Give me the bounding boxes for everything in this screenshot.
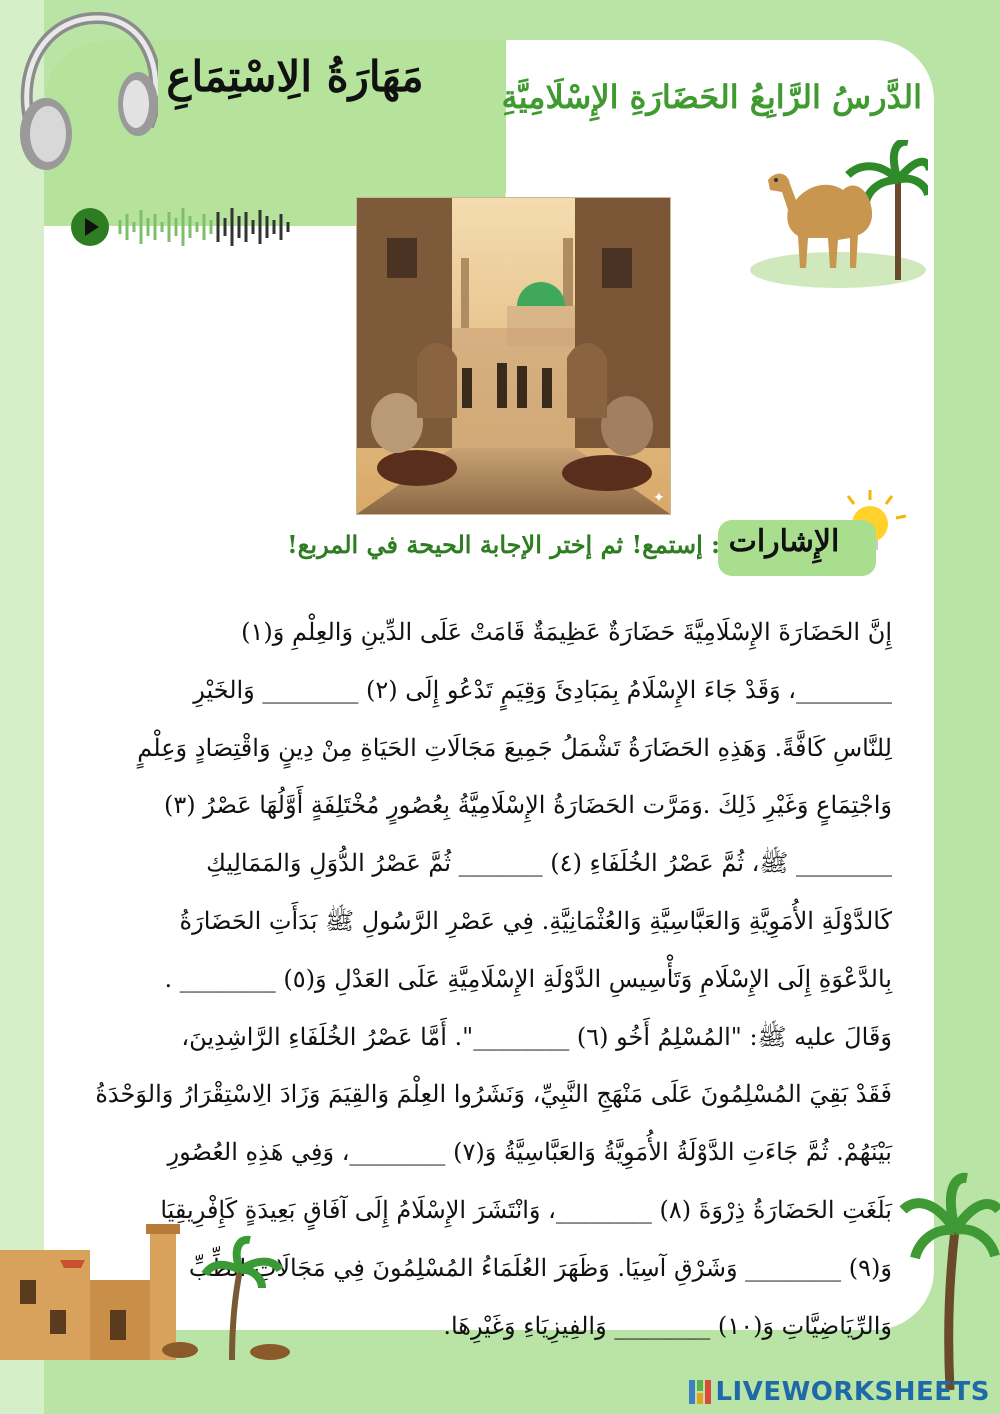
market-street-image — [356, 197, 671, 515]
passage-line: وَالرِّيَاضِيَّاتِ وَ(١٠) ________ وَالفِيزِيَاءِ وَغَيْرِهَا. — [443, 1311, 892, 1340]
passage-line: وَاجْتِمَاعٍ وَغَيْرِ ذَلِكَ .وَمَرَّت الحَضَارَةُ الإِسْلَامِيَّةُ بِعُصُورٍ مُخْتَلِفَةٍ أَوَّلُهَا عَصْرُ (٣) — [164, 791, 892, 820]
camel-palm-illustration — [748, 140, 928, 290]
passage-line: لِلنَّاسِ كَافَّةً. وَهَذِهِ الحَضَارَةُ تَشْمَلُ جَمِيعَ مَجَالَاتِ الحَيَاةِ مِنْ دِينٍ وَاقْتِصَادٍ وَعِلْمٍ — [137, 733, 892, 762]
liveworksheets-logo-icon — [689, 1380, 711, 1404]
instructions-label: الإِشارات — [728, 524, 840, 559]
svg-text:✦: ✦ — [653, 490, 665, 506]
headphones-icon — [8, 6, 158, 174]
passage-line: إِنَّ الحَضَارَةَ الإِسْلَامِيَّةَ حَضَارَةٌ عَظِيمَةٌ قَامَتْ عَلَى الدِّينِ وَالعِلْمِ وَ(١) — [241, 618, 892, 646]
audio-waveform[interactable] — [70, 204, 295, 250]
brand-footer — [689, 1378, 990, 1406]
buildings-illustration — [0, 1210, 300, 1360]
instruction-separator: : — [711, 530, 720, 559]
passage-line: بَلَغَتِ الحَضَارَةُ ذِرْوَةَ (٨) ________، وَانْتَشَرَ الإِسْلَامُ إِلَى آفَاقٍ بَعِيدَةٍ كَإِفْرِيقِيَا — [160, 1195, 892, 1224]
passage-line: بِالدَّعْوَةِ إِلَى الإِسْلَامِ وَتَأْسِيسِ الدَّوْلَةِ الإِسْلَامِيَّةِ عَلَى العَدْلِ وَ(٥) ________ . — [164, 964, 892, 993]
passage-line: وَقَالَ عليه ﷺ: "المُسْلِمُ أَخُو (٦) ________". أَمَّا عَصْرُ الخُلَفَاءِ الرَّاشِدِينَ، — [181, 1022, 892, 1051]
passage-line: فَقَدْ بَقِيَ المُسْلِمُونَ عَلَى مَنْهَجِ النَّبِيِّ، وَنَشَرُوا العِلْمَ وَالقِيَمَ وَزَادَ الِاسْتِقْرَارُ وَالوَحْدَةُ — [95, 1080, 892, 1109]
passage-line: بَيْنَهُمْ. ثُمَّ جَاءَتِ الدَّوْلَةُ الأُمَوِيَّةُ وَالعَبَّاسِيَّةُ وَ(٧) ________، وَفِي هَذِهِ العُصُورِ — [167, 1138, 892, 1167]
passage-line: وَ(٩) ________ وَشَرْقِ آسِيَا. وَظَهَرَ العُلَمَاءُ المُسْلِمُونَ فِي مَجَالَاتِ الطِّبِّ — [188, 1253, 892, 1282]
passage-line: ________ ﷺ، ثُمَّ عَصْرُ الخُلَفَاءِ (٤) _______ ثُمَّ عَصْرُ الدُّوَلِ وَالمَمَالِيكِ — [206, 849, 892, 878]
lesson-title: الدَّرسُ الرَّابِعُ الحَضَارَةِ الإِسْلَامِيَّةِ — [501, 78, 922, 116]
brand-name[interactable]: LIVEWORKSHEETS — [715, 1377, 990, 1407]
passage-line: ________، وَقَدْ جَاءَ الإِسْلَامُ بِمَبَادِئَ وَقِيَمٍ تَدْعُو إِلَى (٢) ________ وَالخَيْرِ — [193, 675, 892, 704]
page-border-strip — [0, 0, 44, 1414]
instruction-body: إستمع! ثم إختر الإجابة الحيحة في المربع! — [287, 530, 703, 559]
palm-tree-illustration — [895, 1170, 1000, 1390]
instruction-text — [150, 530, 720, 559]
skill-title: مَهَارَةُ الِاسْتِمَاعِ — [166, 52, 424, 101]
passage-line: كَالدَّوْلَةِ الأُمَوِيَّةِ وَالعَبَّاسِيَّةِ وَالعُثْمَانِيَّةِ. فِي عَصْرِ الرَّسُولِ ﷺ بَدَأَتِ الحَضَارَةُ — [179, 906, 892, 935]
